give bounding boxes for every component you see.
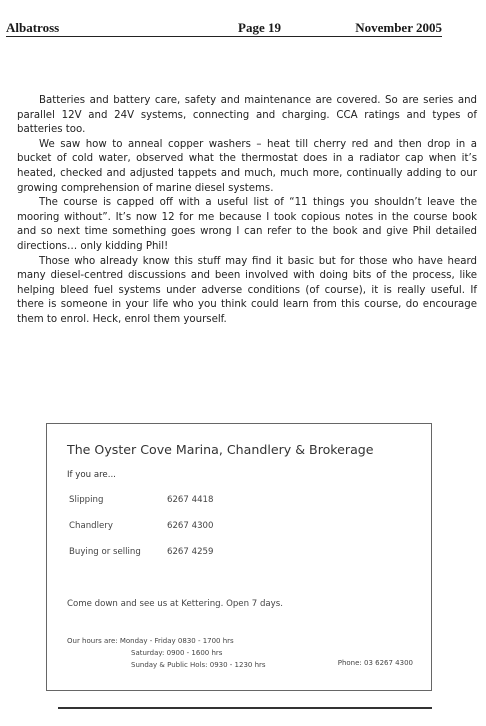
article-paragraph: Batteries and battery care, safety and maintenance are covered. So are series and parallel 12V and 24V systems, connecting and charging. CCA ratings and types of batteries too.	[17, 95, 477, 136]
footer-divider	[58, 707, 432, 709]
article-paragraph: Those who already know this stuff may find it basic but for those who have heard many diesel-centred discussions and been involved with doing bits of the process, like helping bleed fuel systems under adverse conditions (of course), it is really useful. If there is someone in your life who you think could learn from this course, do encourage them to enrol. Heck, enrol them yourself.	[17, 255, 477, 325]
service-phone: 6267 4300	[167, 521, 214, 531]
publication-name: Albatross	[6, 20, 60, 35]
issue-date: November 2005	[355, 20, 442, 35]
service-row	[69, 495, 214, 505]
hours-line: Our hours are: Monday - Friday 0830 - 1700 hrs	[67, 637, 234, 645]
ad-title: The Oyster Cove Marina, Chandlery & Brokerage	[67, 442, 374, 457]
ad-call-to-action: Come down and see us at Kettering. Open 7 days.	[67, 599, 283, 609]
article-body	[17, 94, 477, 328]
article-paragraph: We saw how to anneal copper washers – heat till cherry red and then drop in a bucket of cold water, observed what the thermostat does in a radiator cap when it’s heated, checked and adjusted tappets and much, much more, continually adding to our growing comprehension of marine diesel systems.	[17, 138, 477, 194]
marina-advertisement	[46, 423, 432, 691]
opening-hours	[67, 635, 266, 671]
service-row	[69, 521, 214, 531]
service-phone: 6267 4418	[167, 495, 214, 505]
ad-phone: Phone: 03 6267 4300	[337, 659, 413, 667]
ad-intro: If you are...	[67, 470, 116, 480]
service-label: Slipping	[69, 495, 104, 505]
hours-line: Saturday: 0900 - 1600 hrs	[131, 649, 223, 657]
hours-line: Sunday & Public Hols: 0930 - 1230 hrs	[131, 661, 266, 669]
service-row	[69, 547, 214, 557]
service-label: Chandlery	[69, 521, 113, 531]
article-paragraph: The course is capped off with a useful list of “11 things you shouldn’t leave the mooring without”. It’s now 12 for me because I took copious notes in the course book and so next time something goes wrong I can refer to the book and give Phil detailed directions… only kidding Phil!	[17, 197, 477, 252]
page-header	[6, 20, 442, 37]
page-number: Page 19	[238, 20, 281, 35]
service-phone: 6267 4259	[167, 547, 214, 557]
service-label: Buying or selling	[69, 547, 141, 557]
